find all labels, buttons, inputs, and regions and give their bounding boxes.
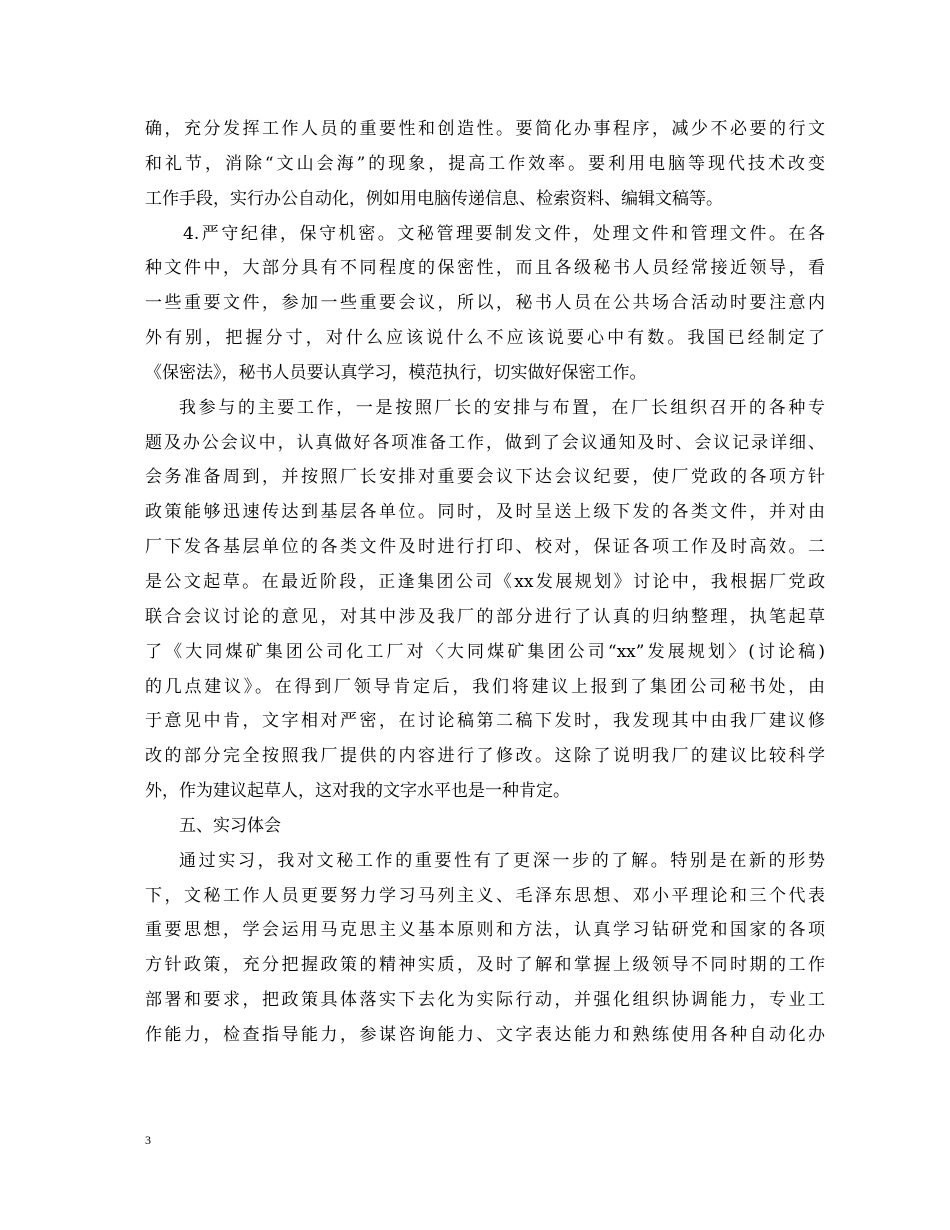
text-line: 和礼节，消除“文山会海”的现象，提高工作效率。要利用电脑等现代技术改变	[145, 153, 825, 174]
text-line: 作能力，检查指导能力，参谋咨询能力、文字表达能力和熟练使用各种自动化办	[145, 1024, 825, 1045]
text-line: 确，充分发挥工作人员的重要性和创造性。要简化办事程序，减少不必要的行文	[145, 119, 825, 139]
text-line: 重要思想，学会运用马克思主义基本原则和方法，认真学习钻研党和国家的各项	[145, 920, 825, 941]
text-line: 题及办公会议中，认真做好各项准备工作，做到了会议通知及时、会议记录详细、	[145, 432, 825, 453]
text-line: 种文件中，大部分具有不同程度的保密性，而且各级秘书人员经常接近领导，看	[145, 258, 825, 279]
page-number: 3	[145, 1133, 151, 1147]
text-line: 于意见中肯，文字相对严密，在讨论稿第二稿下发时，我发现其中由我厂建议修	[145, 711, 825, 732]
section-heading: 五、实习体会	[179, 815, 281, 836]
text-line: 通过实习，我对文秘工作的重要性有了更深一步的了解。特别是在新的形势	[179, 850, 825, 871]
text-line: 4.严守纪律，保守机密。文秘管理要制发文件，处理文件和管理文件。在各	[183, 223, 825, 244]
text-line: 改的部分完全按照我厂提供的内容进行了修改。这除了说明我厂的建议比较科学	[145, 746, 825, 767]
text-line: 方针政策，充分把握政策的精神实质，及时了解和掌握上级领导不同时期的工作	[145, 955, 825, 976]
text-line: 《保密法》，秘书人员要认真学习，模范执行，切实做好保密工作。	[145, 362, 647, 383]
text-line: 一些重要文件，参加一些重要会议，所以，秘书人员在公共场合活动时要注意内	[145, 293, 825, 314]
text-line: 联合会议讨论的意见，对其中涉及我厂的部分进行了认真的归纳整理，执笔起草	[145, 606, 825, 627]
document-body	[145, 112, 825, 1053]
text-line: 部署和要求，把政策具体落实下去化为实际行动，并强化组织协调能力，专业工	[145, 990, 825, 1011]
text-line: 政策能够迅速传达到基层各单位。同时，及时呈送上级下发的各类文件，并对由	[145, 502, 825, 523]
text-line: 的几点建议》。在得到厂领导肯定后，我们将建议上报到了集团公司秘书处，由	[145, 676, 825, 697]
text-line: 我参与的主要工作，一是按照厂长的安排与布置，在厂长组织召开的各种专	[179, 397, 825, 418]
text-line: 下，文秘工作人员更要努力学习马列主义、毛泽东思想、邓小平理论和三个代表	[145, 885, 825, 906]
text-line: 外有别，把握分寸，对什么应该说什么不应该说要心中有数。我国已经制定了	[145, 328, 825, 349]
text-line: 会务准备周到，并按照厂长安排对重要会议下达会议纪要，使厂党政的各项方针	[145, 467, 825, 488]
text-line: 了《大同煤矿集团公司化工厂对〈大同煤矿集团公司“xx”发展规划〉(讨论稿)	[145, 641, 825, 662]
text-line: 工作手段，实行办公自动化，例如用电脑传递信息、检索资料、编辑文稿等。	[145, 188, 723, 209]
text-line: 外，作为建议起草人，这对我的文字水平也是一种肯定。	[145, 781, 570, 802]
text-line: 是公文起草。在最近阶段，正逢集团公司《xx发展规划》讨论中，我根据厂党政	[145, 571, 825, 592]
text-line: 厂下发各基层单位的各类文件及时进行打印、校对，保证各项工作及时高效。二	[145, 537, 825, 558]
